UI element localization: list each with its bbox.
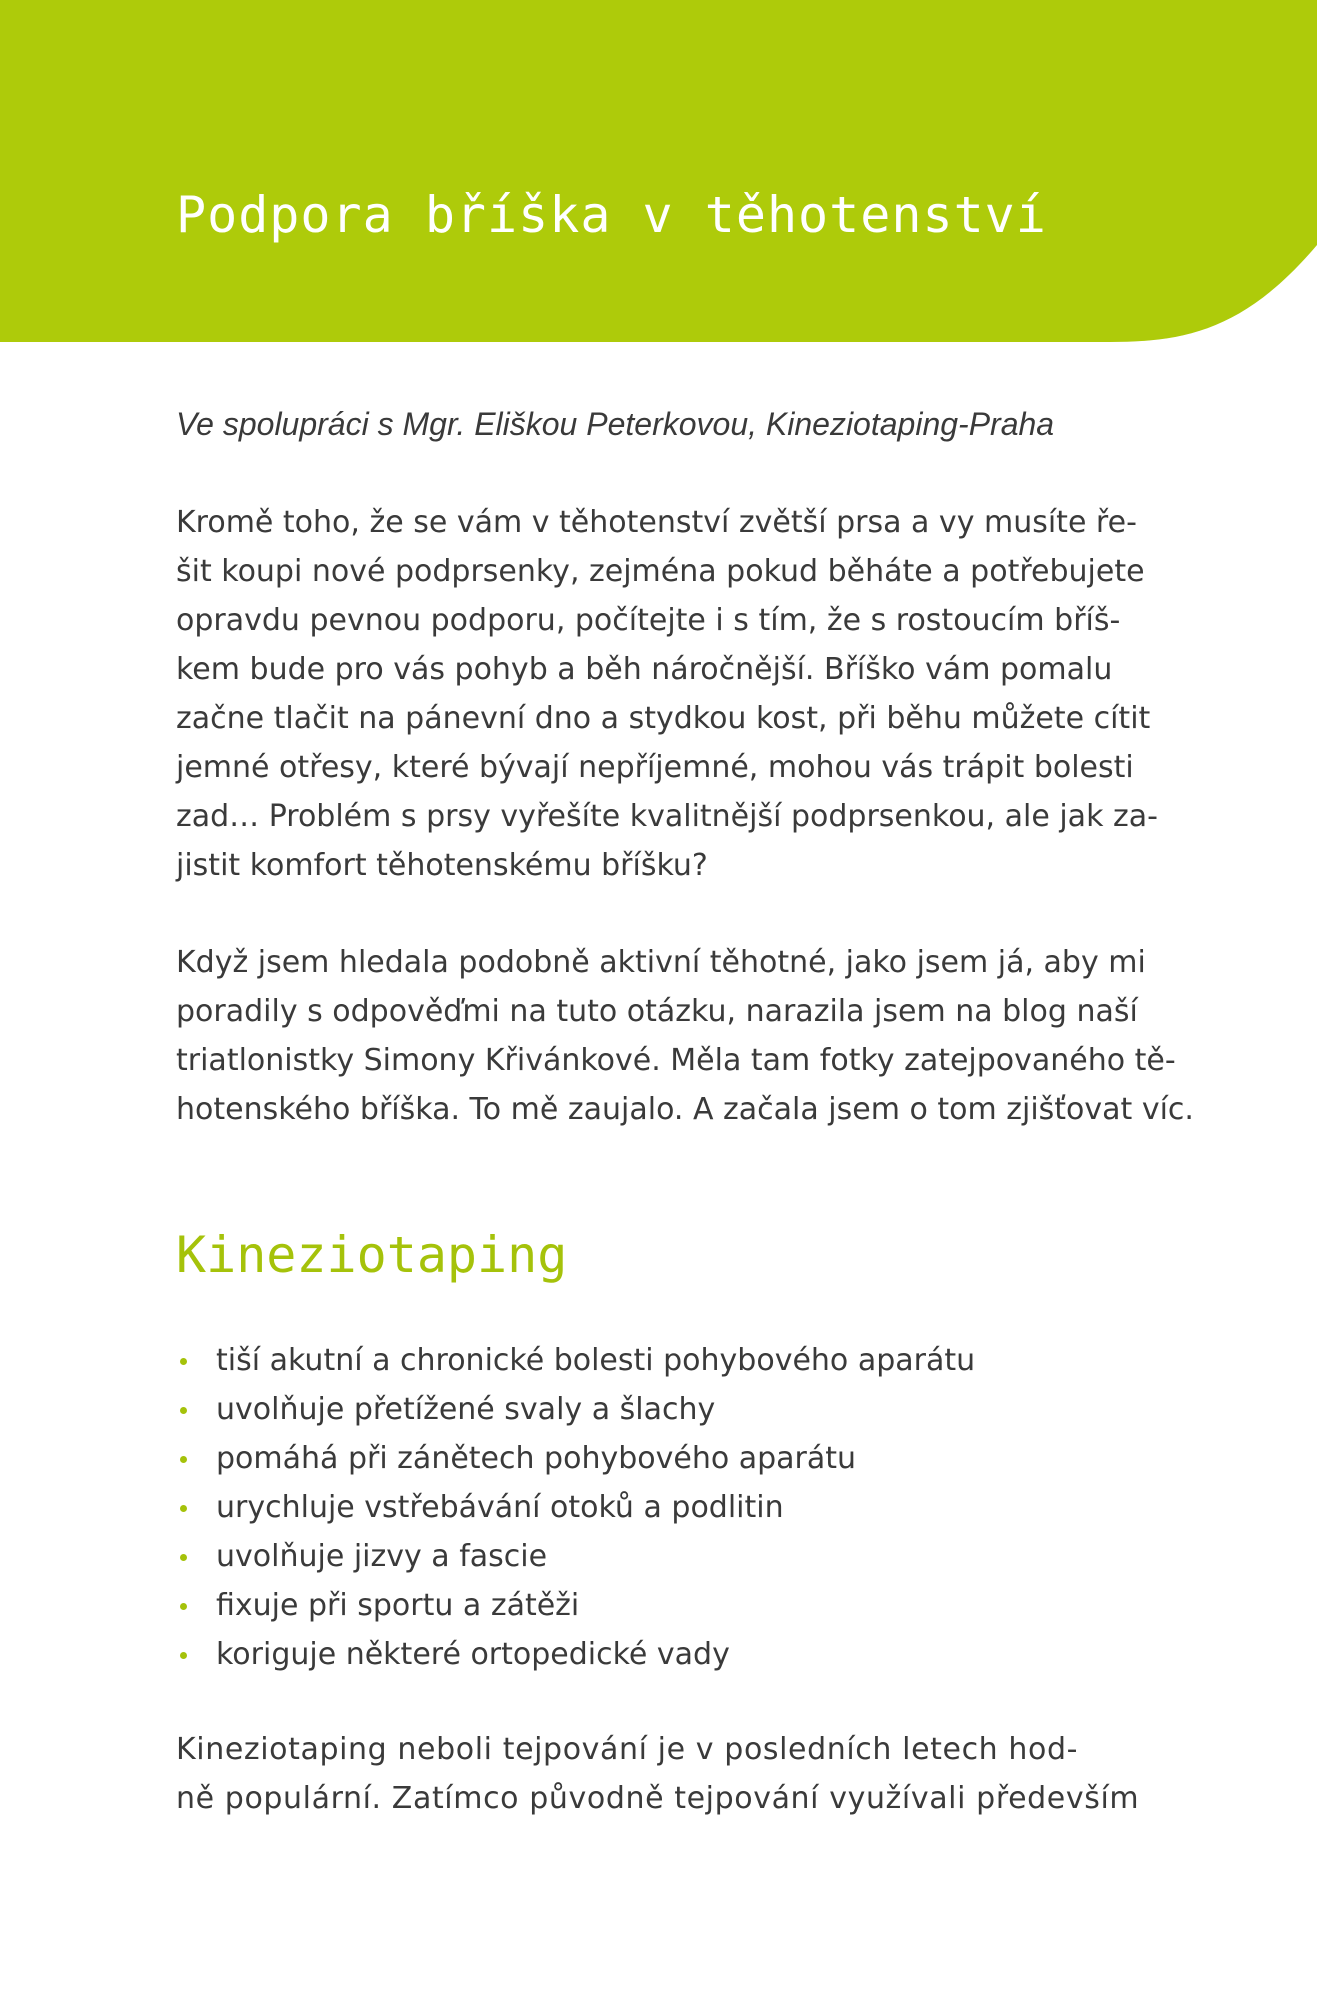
list-item-text: uvolňuje přetížené svaly a šlachy — [216, 1392, 716, 1427]
paragraph-line: jemné otřesy, které bývají nepříjemné, mohou vás trápit bolesti — [176, 750, 1134, 785]
paragraph-line: Kineziotaping neboli tejpování je v posledních letech hod- — [176, 1732, 1079, 1767]
list-item-text: tiší akutní a chronické bolesti pohybového aparátu — [216, 1343, 976, 1378]
page-title: Podpora bříška v těhotenství — [176, 186, 1047, 244]
list-item-text: fixuje při sportu a zátěži — [216, 1588, 580, 1623]
list-item — [176, 1385, 1141, 1434]
intro-paragraph — [176, 498, 1158, 890]
paragraph-line: ně populární. Zatímco původně tejpování využívali především — [176, 1781, 1140, 1816]
list-item — [176, 1483, 1141, 1532]
paragraph-line: jistit komfort těhotenskému bříšku? — [176, 848, 708, 883]
list-item — [176, 1532, 1141, 1581]
article-body — [176, 400, 1194, 1823]
list-item-text: uvolňuje jizvy a fascie — [216, 1539, 548, 1574]
bullet-icon — [180, 1603, 187, 1610]
section-heading: Kineziotaping — [176, 1226, 568, 1284]
paragraph-line: zad… Problém s prsy vyřešíte kvalitnější podprsenkou, ale jak za- — [176, 799, 1158, 834]
bullet-icon — [180, 1554, 187, 1561]
author-credit: Ve spolupráci s Mgr. Eliškou Peterkovou, Kineziotaping-Praha — [176, 406, 1055, 442]
benefits-list — [176, 1336, 1141, 1679]
list-item-text: koriguje některé ortopedické vady — [216, 1637, 730, 1672]
paragraph-line: triatlonistky Simony Křivánkové. Měla tam fotky zatejpovaného tě- — [176, 1043, 1176, 1078]
paragraph-line: Kromě toho, že se vám v těhotenství zvětší prsa a vy musíte ře- — [176, 505, 1137, 540]
list-item — [176, 1336, 1141, 1385]
paragraph-line: hotenského bříška. To mě zaujalo. A začala jsem o tom zjišťovat víc. — [176, 1092, 1194, 1127]
paragraph-line: kem bude pro vás pohyb a běh náročnější. Bříško vám pomalu — [176, 652, 1113, 687]
list-item-text: pomáhá při zánětech pohybového aparátu — [216, 1441, 857, 1476]
bullet-icon — [180, 1358, 187, 1365]
bullet-icon — [180, 1652, 187, 1659]
bullet-icon — [180, 1407, 187, 1414]
header-background — [0, 0, 1317, 342]
list-item — [176, 1630, 1141, 1679]
list-item-text: urychluje vstřebávání otoků a podlitin — [216, 1490, 784, 1525]
list-item — [176, 1581, 1141, 1630]
list-item — [176, 1434, 1141, 1483]
bullet-icon — [180, 1505, 187, 1512]
paragraph-line: šit koupi nové podprsenky, zejména pokud běháte a potřebujete — [176, 554, 1145, 589]
header-band — [0, 0, 1317, 342]
paragraph-line: Když jsem hledala podobně aktivní těhotné, jako jsem já, aby mi — [176, 945, 1146, 980]
paragraph-line: poradily s odpověďmi na tuto otázku, narazila jsem na blog naší — [176, 994, 1138, 1029]
second-paragraph — [176, 938, 1194, 1134]
paragraph-line: opravdu pevnou podporu, počítejte i s tím, že s rostoucím bříš- — [176, 603, 1121, 638]
section-paragraph — [176, 1725, 1141, 1823]
paragraph-line: začne tlačit na pánevní dno a stydkou kost, při běhu můžete cítit — [176, 701, 1151, 736]
bullet-icon — [180, 1456, 187, 1463]
